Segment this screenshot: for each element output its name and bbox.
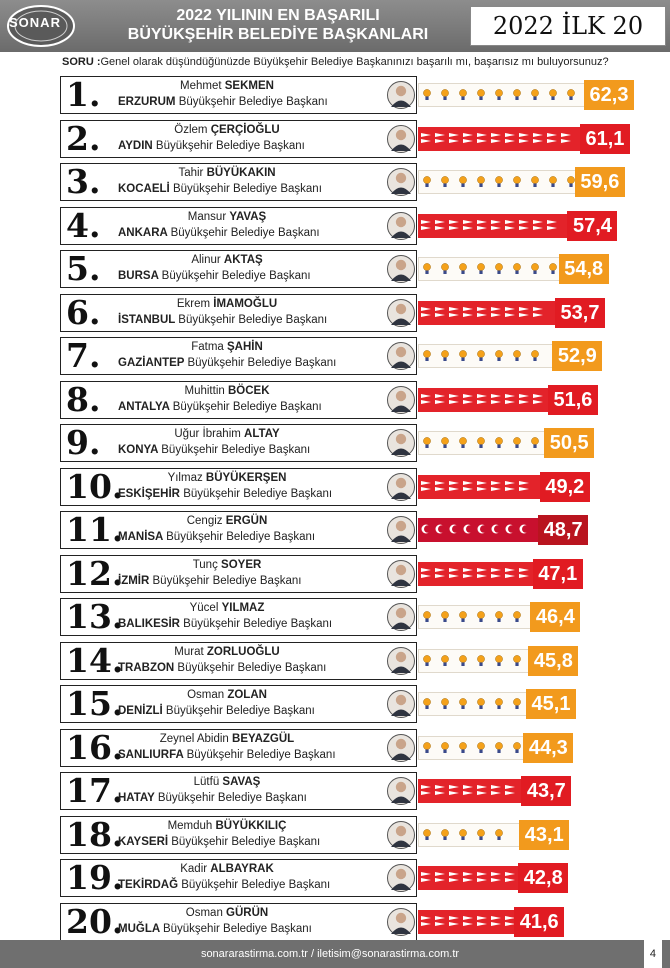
akp-party-pattern-icon	[419, 693, 527, 715]
mayor-last-name: ZOLAN	[227, 689, 267, 701]
city-line	[118, 530, 378, 544]
mayor-first-name: Lütfü	[193, 776, 223, 788]
score-value: 43,7	[521, 776, 571, 806]
mayor-last-name: ÇERÇİOĞLU	[210, 123, 280, 136]
city-line	[118, 791, 378, 805]
rank-number: 13.	[66, 597, 124, 636]
score-value: 41,6	[514, 907, 564, 937]
role-label: Büyükşehir Belediye Başkanı	[186, 748, 336, 761]
mayor-first-name: Mansur	[187, 210, 230, 223]
page-footer	[0, 940, 670, 968]
role-label: Büyükşehir Belediye Başkanı	[172, 400, 322, 413]
akp-party-pattern-icon	[419, 258, 560, 280]
mayor-first-name: Ekrem	[176, 297, 214, 310]
score-value: 57,4	[567, 211, 617, 241]
mayor-name	[118, 819, 336, 833]
mayor-last-name: BÜYÜKKILIÇ	[215, 819, 287, 832]
mayor-last-name: ZORLUOĞLU	[206, 645, 280, 658]
rank-number: 17.	[66, 771, 124, 810]
rank-number: 14.	[66, 640, 124, 680]
rank-number: 6.	[66, 292, 101, 332]
mayor-name	[118, 210, 336, 224]
mhp-party-pattern-icon	[418, 518, 538, 540]
role-label: Büyükşehir Belediye Başkanı	[183, 487, 333, 500]
rank-number: 3.	[66, 162, 101, 201]
mayor-first-name: Kadir	[180, 863, 211, 875]
chp-party-pattern-icon	[418, 127, 580, 149]
mayor-portrait-icon	[387, 80, 415, 110]
city-name: KAYSERİ	[118, 835, 172, 848]
chp-party-pattern-icon	[418, 562, 533, 584]
mayor-last-name: BÜYÜKERŞEN	[205, 471, 287, 484]
mayor-portrait-icon	[387, 428, 415, 458]
mayor-name	[118, 732, 336, 746]
score-value: 42,8	[518, 863, 568, 893]
score-value: 47,1	[533, 559, 583, 589]
role-label: Büyükşehir Belediye Başkanı	[155, 139, 305, 152]
mayor-portrait-icon	[387, 559, 415, 589]
chp-party-pattern-icon	[418, 214, 567, 236]
mayor-first-name: Yılmaz	[167, 471, 206, 484]
role-label: Büyükşehir Belediye Başkanı	[178, 96, 328, 108]
city-line	[118, 835, 378, 849]
mayor-last-name: ERGÜN	[225, 515, 268, 527]
mayor-first-name: Mehmet	[180, 80, 225, 92]
mayor-first-name: Memduh	[167, 819, 216, 832]
rank-number: 11.	[66, 510, 124, 549]
city-name: ANTALYA	[118, 400, 173, 413]
chp-party-pattern-icon	[418, 301, 555, 323]
city-name: HATAY	[118, 792, 158, 804]
role-label: Büyükşehir Belediye Başkanı	[183, 618, 333, 630]
akp-party-pattern-icon	[419, 824, 520, 846]
mayor-name	[118, 427, 336, 441]
mayor-name	[118, 688, 336, 702]
mayor-portrait-icon	[387, 776, 415, 806]
mayor-first-name: Osman	[187, 689, 228, 701]
akp-party-pattern-icon	[419, 84, 585, 106]
city-line	[118, 182, 378, 196]
rank-number: 10.	[66, 466, 124, 506]
city-line	[118, 226, 378, 240]
role-label: Büyükşehir Belediye Başkanı	[187, 357, 337, 369]
mayor-name	[118, 471, 336, 485]
mayor-name	[118, 862, 336, 876]
city-line	[118, 313, 378, 327]
score-value: 48,7	[538, 515, 588, 545]
mayor-name	[118, 775, 336, 789]
mayor-portrait-icon	[387, 472, 415, 502]
mayor-last-name: ALTAY	[244, 428, 280, 440]
rank-number: 16.	[66, 727, 124, 767]
role-label: Büyükşehir Belediye Başkanı	[171, 835, 321, 848]
footer-contact: sonararastirma.com.tr / iletisim@sonarastirma.com.tr	[200, 948, 460, 960]
city-name: KOCAELİ	[118, 183, 173, 195]
mayor-last-name: SEKMEN	[224, 80, 274, 92]
mayor-last-name: BÖCEK	[227, 384, 270, 397]
role-label: Büyükşehir Belediye Başkanı	[162, 922, 312, 935]
question-prefix: SORU :	[62, 56, 101, 68]
role-label: Büyükşehir Belediye Başkanı	[161, 444, 311, 456]
akp-party-pattern-icon	[419, 432, 545, 454]
score-value: 45,1	[526, 689, 576, 719]
mayor-first-name: Tahir	[178, 167, 207, 179]
mayor-last-name: ALBAYRAK	[210, 863, 274, 875]
city-line	[118, 356, 378, 370]
mayor-last-name: ŞAHİN	[227, 341, 263, 353]
mayor-first-name: Muhittin	[184, 384, 228, 397]
rank-number: 8.	[66, 379, 101, 419]
mayor-first-name: Alinur	[191, 254, 224, 266]
city-line	[118, 922, 378, 936]
akp-party-pattern-icon	[419, 171, 576, 193]
city-name: İZMİR	[118, 574, 153, 587]
mayor-first-name: Tunç	[192, 558, 222, 571]
mayor-name	[118, 384, 336, 398]
role-label: Büyükşehir Belediye Başkanı	[181, 879, 331, 891]
year-badge: 2022 İLK 20	[470, 6, 666, 46]
chp-party-pattern-icon	[418, 475, 540, 497]
mayor-portrait-icon	[387, 385, 415, 415]
rank-number: 5.	[66, 249, 101, 288]
mayor-name	[118, 645, 336, 659]
city-name: ERZURUM	[118, 96, 179, 108]
city-line	[118, 617, 378, 631]
score-value: 49,2	[540, 472, 590, 502]
score-value: 43,1	[519, 820, 569, 850]
role-label: Büyükşehir Belediye Başkanı	[172, 183, 322, 195]
city-name: DENİZLİ	[118, 705, 166, 717]
mayor-portrait-icon	[387, 341, 415, 371]
score-value: 51,6	[548, 385, 598, 415]
rank-number: 18.	[66, 814, 124, 854]
role-label: Büyükşehir Belediye Başkanı	[166, 531, 316, 543]
mayor-portrait-icon	[387, 689, 415, 719]
mayor-first-name: Zeynel Abidin	[159, 732, 233, 745]
chp-party-pattern-icon	[418, 779, 521, 801]
city-line	[118, 487, 378, 501]
mayor-name	[118, 558, 336, 572]
rank-number: 19.	[66, 858, 124, 897]
city-name: KONYA	[118, 444, 162, 456]
mayor-first-name: Özlem	[174, 123, 211, 136]
mayor-first-name: Fatma	[191, 341, 227, 353]
city-name: GAZİANTEP	[118, 357, 188, 369]
role-label: Büyükşehir Belediye Başkanı	[157, 792, 307, 804]
mayor-last-name: BÜYÜKAKIN	[206, 167, 276, 179]
rank-number: 12.	[66, 553, 124, 593]
mayor-name	[118, 79, 336, 93]
score-value: 50,5	[544, 428, 594, 458]
city-name: AYDIN	[118, 139, 156, 152]
rank-number: 20.	[66, 901, 124, 941]
city-name: ESKİŞEHİR	[118, 487, 184, 500]
rank-number: 4.	[66, 205, 101, 245]
city-line	[118, 400, 378, 414]
city-name: MANİSA	[118, 531, 167, 543]
city-line	[118, 95, 378, 109]
chp-party-pattern-icon	[418, 388, 548, 410]
city-line	[118, 443, 378, 457]
mayor-last-name: YILMAZ	[221, 602, 265, 614]
score-value: 44,3	[523, 733, 573, 763]
mayor-first-name: Osman	[185, 906, 227, 919]
rank-number: 2.	[66, 118, 101, 158]
mayor-name	[118, 340, 336, 354]
score-value: 61,1	[580, 124, 630, 154]
page-title-line2: BÜYÜKŞEHİR BELEDİYE BAŞKANLARI	[127, 26, 429, 43]
mayor-last-name: SOYER	[221, 558, 262, 571]
logo-text: SONAR	[9, 15, 61, 30]
mayor-portrait-icon	[387, 515, 415, 545]
city-line	[118, 139, 378, 153]
mayor-name	[118, 166, 336, 180]
role-label: Büyükşehir Belediye Başkanı	[170, 226, 320, 239]
rank-number: 15.	[66, 684, 124, 723]
question-text: Genel olarak düşündüğünüzde Büyükşehir Belediye Başkanınızı başarılı mı, başarısız mı buluyorsunuz?	[100, 56, 609, 68]
rank-number: 1.	[66, 75, 101, 114]
mayor-portrait-icon	[387, 907, 415, 937]
mayor-portrait-icon	[387, 298, 415, 328]
city-name: MUĞLA	[118, 922, 163, 935]
akp-party-pattern-icon	[419, 345, 553, 367]
mayor-first-name: Murat	[174, 645, 207, 658]
mayor-name	[118, 297, 336, 311]
role-label: Büyükşehir Belediye Başkanı	[178, 313, 328, 326]
score-value: 46,4	[530, 602, 580, 632]
city-line	[118, 661, 378, 675]
mayor-name	[118, 123, 336, 137]
city-name: ANKARA	[118, 226, 171, 239]
city-line	[118, 704, 378, 718]
score-value: 54,8	[559, 254, 609, 284]
city-name: BALIKESİR	[118, 618, 184, 630]
akp-party-pattern-icon	[419, 737, 524, 759]
score-value: 62,3	[584, 80, 634, 110]
mayor-last-name: GÜRÜN	[226, 906, 269, 919]
city-line	[118, 574, 378, 588]
mayor-first-name: Uğur İbrahim	[174, 428, 245, 440]
city-line	[118, 269, 378, 283]
score-value: 59,6	[575, 167, 625, 197]
mayor-name	[118, 601, 336, 615]
chp-party-pattern-icon	[418, 866, 518, 888]
mayor-portrait-icon	[387, 820, 415, 850]
page-title-line1: 2022 YILININ EN BAŞARILI	[176, 7, 380, 24]
page-number: 4	[644, 940, 662, 968]
akp-party-pattern-icon	[419, 650, 529, 672]
akp-party-pattern-icon	[419, 606, 531, 628]
mayor-portrait-icon	[387, 863, 415, 893]
role-label: Büyükşehir Belediye Başkanı	[152, 574, 302, 587]
chp-party-pattern-icon	[418, 910, 514, 932]
city-line	[118, 878, 378, 892]
mayor-first-name: Yücel	[189, 602, 222, 614]
rank-number: 9.	[66, 423, 101, 462]
mayor-last-name: BEYAZGÜL	[232, 732, 295, 745]
role-label: Büyükşehir Belediye Başkanı	[161, 270, 311, 282]
role-label: Büyükşehir Belediye Başkanı	[165, 705, 315, 717]
mayor-first-name: Cengiz	[186, 515, 226, 527]
mayor-portrait-icon	[387, 254, 415, 284]
mayor-name	[118, 514, 336, 528]
mayor-name	[118, 906, 336, 920]
city-name: BURSA	[118, 270, 162, 282]
score-value: 45,8	[528, 646, 578, 676]
mayor-name	[118, 253, 336, 267]
mayor-last-name: YAVAŞ	[229, 210, 267, 223]
city-name: SANLIURFA	[118, 748, 187, 761]
mayor-last-name: SAVAŞ	[222, 776, 261, 788]
city-name: TEKİRDAĞ	[118, 879, 182, 891]
mayor-portrait-icon	[387, 167, 415, 197]
city-name: TRABZON	[118, 661, 178, 674]
mayor-portrait-icon	[387, 211, 415, 241]
mayor-portrait-icon	[387, 646, 415, 676]
mayor-portrait-icon	[387, 602, 415, 632]
city-name: İSTANBUL	[118, 313, 179, 326]
mayor-portrait-icon	[387, 733, 415, 763]
mayor-last-name: İMAMOĞLU	[213, 297, 278, 310]
mayor-portrait-icon	[387, 124, 415, 154]
score-value: 52,9	[552, 341, 602, 371]
rank-number: 7.	[66, 336, 101, 375]
score-value: 53,7	[555, 298, 605, 328]
city-line	[118, 748, 378, 762]
role-label: Büyükşehir Belediye Başkanı	[177, 661, 327, 674]
mayor-last-name: AKTAŞ	[223, 254, 263, 266]
